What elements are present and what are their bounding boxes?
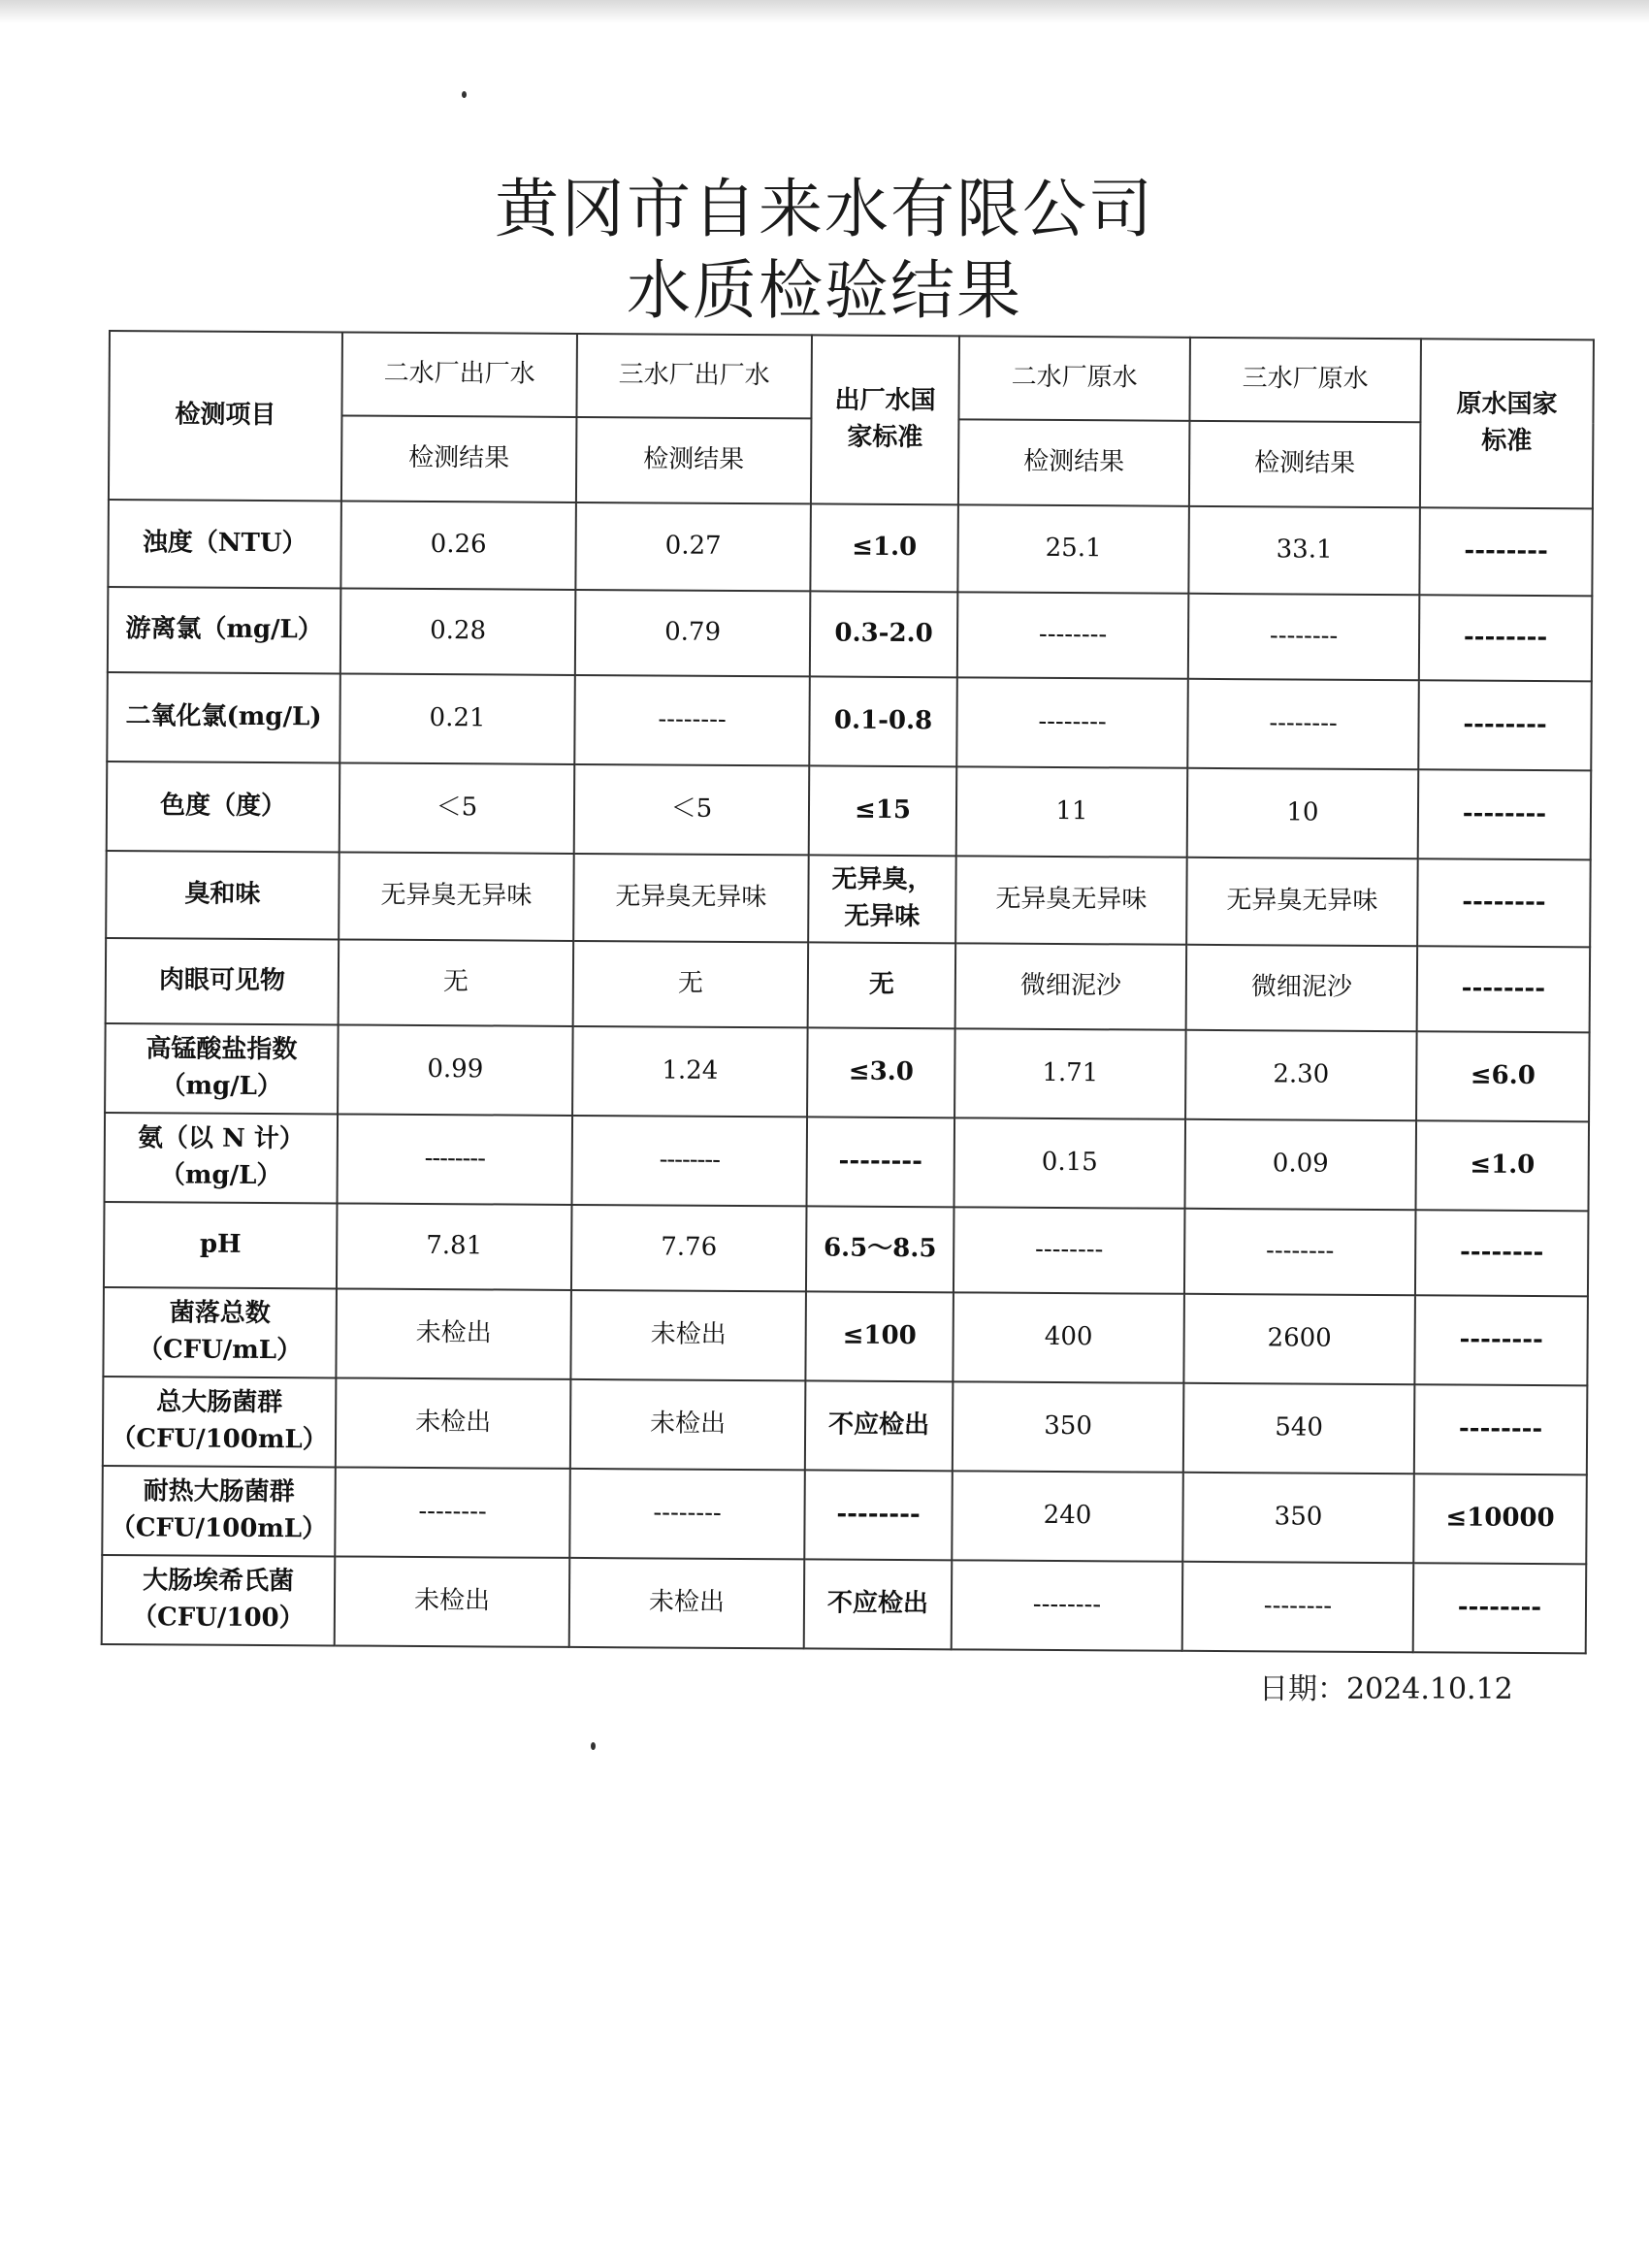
cell-value: 无 (573, 941, 809, 1027)
cell-standard: 不应检出 (804, 1559, 953, 1649)
header-plant3-raw: 三水厂原水 (1189, 338, 1421, 422)
report-title: 水质检验结果 (627, 253, 1022, 328)
result-label: 检测结果 (958, 419, 1190, 505)
table-row (105, 1023, 1590, 1121)
cell-value: -------- (1188, 594, 1420, 680)
table-row (102, 1466, 1587, 1564)
item-header: 检测项目 (109, 331, 342, 501)
cell-value: ＜5 (574, 764, 810, 855)
result-label: 检测结果 (341, 415, 577, 502)
row-item: 大肠埃希氏菌 （CFU/100） (102, 1555, 336, 1645)
cell-value: 0.27 (575, 502, 811, 591)
cell-value: -------- (574, 675, 810, 765)
cell-raw-standard: -------- (1413, 1563, 1587, 1653)
cell-value: -------- (1184, 1209, 1416, 1295)
cell-raw-standard: ≤1.0 (1415, 1120, 1589, 1211)
cell-raw-standard: -------- (1415, 1210, 1589, 1296)
cell-value: 未检出 (569, 1558, 805, 1648)
cell-raw-standard: -------- (1418, 769, 1592, 859)
cell-value: -------- (956, 677, 1188, 767)
cell-value: 350 (953, 1381, 1184, 1472)
cell-value: -------- (1182, 1562, 1414, 1652)
cell-standard: 0.3-2.0 (810, 591, 958, 677)
cell-value: -------- (954, 1207, 1185, 1293)
cell-value: 无异臭无异味 (955, 856, 1187, 944)
cell-value: 未检出 (570, 1379, 806, 1470)
table-row (106, 938, 1591, 1032)
cell-value: 0.28 (340, 588, 576, 674)
header-raw-standard: 原水国家 标准 (1420, 339, 1594, 508)
table-row (104, 1202, 1589, 1296)
cell-value: 0.15 (954, 1118, 1185, 1208)
cell-value: ＜5 (340, 762, 575, 853)
cell-value: -------- (569, 1469, 805, 1559)
cell-value: 未检出 (570, 1290, 806, 1380)
cell-value: -------- (1187, 679, 1419, 769)
cell-raw-standard: -------- (1419, 595, 1593, 681)
scan-speck (462, 91, 467, 98)
cell-standard: ≤15 (809, 765, 957, 856)
cell-raw-standard: -------- (1414, 1384, 1588, 1474)
cell-value: 7.81 (337, 1203, 572, 1289)
cell-value: 0.09 (1184, 1119, 1416, 1210)
cell-value: 10 (1187, 768, 1419, 859)
cell-value: 11 (956, 766, 1188, 857)
row-item: pH (104, 1202, 338, 1288)
cell-value: 350 (1182, 1473, 1414, 1563)
row-item: 游离氯（mg/L） (108, 587, 341, 673)
cell-raw-standard: -------- (1418, 680, 1592, 770)
cell-value: 2.30 (1185, 1030, 1417, 1120)
cell-value: 0.99 (338, 1024, 573, 1115)
table-row (107, 761, 1592, 859)
cell-value: -------- (571, 1116, 807, 1206)
row-item: 肉眼可见物 (106, 938, 340, 1024)
cell-standard: 不应检出 (805, 1380, 954, 1471)
cell-value: -------- (952, 1560, 1183, 1650)
row-item: 臭和味 (106, 851, 340, 939)
cell-value: 1.24 (572, 1026, 808, 1117)
cell-raw-standard: -------- (1419, 507, 1593, 596)
cell-value: 0.79 (575, 590, 811, 676)
cell-standard: ≤3.0 (807, 1027, 955, 1118)
table-row (103, 1377, 1588, 1474)
cell-standard: 无异臭， 无异味 (808, 855, 956, 943)
cell-value: 无异臭无异味 (1186, 858, 1418, 946)
row-item: 二氧化氯(mg/L) (107, 672, 340, 762)
cell-standard: 无 (808, 942, 956, 1028)
header-plant3-out: 三水厂出厂水 (576, 334, 812, 418)
cell-standard: 6.5～8.5 (806, 1206, 954, 1292)
table-row (102, 1555, 1587, 1653)
cell-value: -------- (335, 1467, 570, 1557)
table-row (106, 851, 1591, 947)
cell-value: 微细泥沙 (1186, 945, 1418, 1031)
cell-value: 微细泥沙 (955, 943, 1187, 1029)
cell-value: 33.1 (1188, 506, 1420, 595)
cell-value: 0.21 (340, 673, 575, 763)
row-item: 菌落总数 （CFU/mL） (103, 1287, 337, 1377)
cell-value: 25.1 (957, 504, 1189, 593)
report-date: 日期：2024.10.12 (1259, 1672, 1513, 1706)
cell-standard: ≤1.0 (810, 503, 958, 592)
cell-raw-standard: -------- (1414, 1295, 1588, 1385)
header-plant2-out: 二水厂出厂水 (341, 332, 577, 416)
header-plant2-raw: 二水厂原水 (958, 336, 1190, 420)
row-item: 耐热大肠菌群 （CFU/100mL） (102, 1466, 336, 1556)
cell-raw-standard: -------- (1417, 859, 1591, 947)
cell-value: 1.71 (954, 1028, 1186, 1118)
table-row (107, 672, 1592, 770)
row-item: 色度（度） (107, 761, 340, 852)
cell-raw-standard: -------- (1417, 946, 1591, 1032)
row-item: 浊度（NTU） (108, 500, 341, 588)
cell-value: 540 (1183, 1383, 1415, 1474)
company-title: 黄冈市自来水有限公司 (495, 172, 1154, 246)
table-row (103, 1287, 1588, 1385)
scan-speck (591, 1742, 596, 1750)
cell-standard: 0.1-0.8 (809, 676, 957, 766)
cell-raw-standard: ≤10000 (1413, 1474, 1587, 1564)
row-item: 高锰酸盐指数 （mg/L） (105, 1023, 339, 1114)
cell-value: 未检出 (336, 1288, 571, 1378)
row-item: 氨（以 N 计） （mg/L） (105, 1113, 339, 1203)
cell-value: 2600 (1183, 1294, 1415, 1384)
cell-value: 无异臭无异味 (339, 852, 574, 940)
cell-value: 7.76 (571, 1205, 807, 1291)
water-quality-table (101, 330, 1595, 1654)
result-label: 检测结果 (1189, 421, 1421, 507)
cell-value: 未检出 (336, 1377, 571, 1468)
cell-value: 未检出 (335, 1556, 570, 1646)
cell-value: -------- (338, 1114, 573, 1204)
cell-raw-standard: ≤6.0 (1416, 1031, 1590, 1121)
cell-standard: -------- (806, 1117, 954, 1207)
cell-value: 240 (952, 1471, 1183, 1561)
cell-value: 0.26 (340, 501, 576, 589)
table-row (108, 500, 1593, 596)
cell-value: -------- (957, 592, 1189, 678)
cell-value: 无异臭无异味 (573, 854, 809, 942)
cell-standard: -------- (804, 1470, 953, 1560)
table-row (105, 1113, 1590, 1211)
cell-value: 无 (339, 939, 574, 1025)
table-row (108, 587, 1593, 681)
header-out-standard: 出厂水国 家标准 (811, 335, 959, 504)
result-label: 检测结果 (576, 417, 812, 503)
cell-value: 400 (953, 1292, 1184, 1382)
cell-standard: ≤100 (805, 1291, 954, 1381)
scan-edge (0, 0, 1649, 23)
row-item: 总大肠菌群 （CFU/100mL） (103, 1377, 337, 1467)
